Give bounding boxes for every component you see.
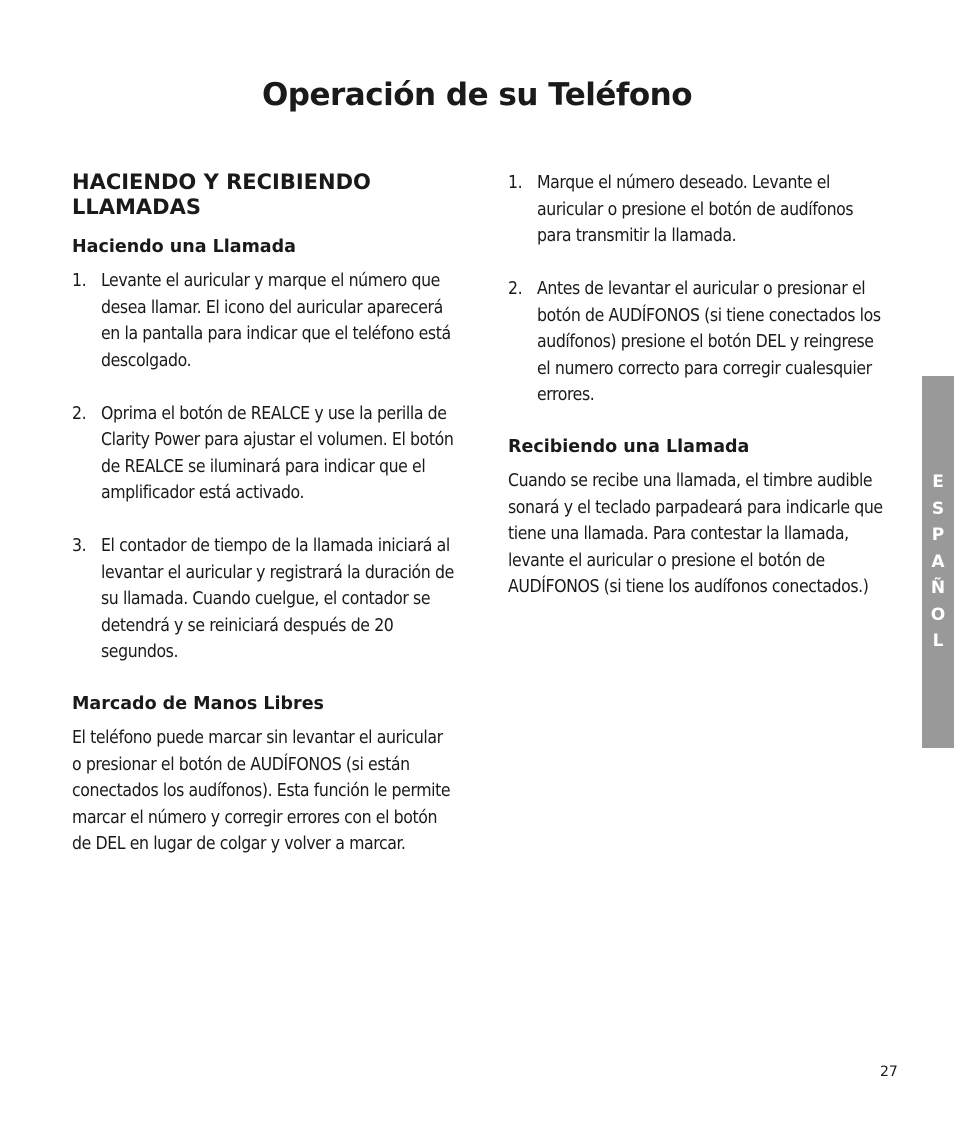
list-number: 2. <box>72 403 87 424</box>
list-text: Oprima el botón de REALCE y use la perilla de Clarity Power para ajustar el volumen. El botón de REALCE se iluminará para indicar que el amplificador está activado. <box>101 403 454 503</box>
receiving-call-paragraph: Cuando se recibe una llamada, el timbre audible sonará y el teclado parpadeará para indicarle que tiene una llamada. Para contestar la llamada, levante el auricular o presione el botón de AUDÍFONOS (si tiene los audífonos conectados.) <box>508 471 883 597</box>
list-text: Marque el número deseado. Levante el auricular o presione el botón de audífonos para transmitir la llamada. <box>537 173 854 246</box>
list-number: 2. <box>508 279 523 299</box>
handsfree-paragraph: El teléfono puede marcar sin levantar el auricular o presionar el botón de AUDÍFONOS (si están conectados los audífonos). Esta función le permite marcar el número y corregir errores con el botón de DEL en lugar de colgar y volver a marcar. <box>72 728 451 854</box>
making-call-steps <box>72 268 456 666</box>
language-side-tab <box>922 376 954 748</box>
right-column <box>508 170 888 627</box>
section-heading-line1: HACIENDO Y RECIBIENDO <box>72 170 371 194</box>
side-tab-letter: O <box>930 604 946 625</box>
receiving-call-heading: Recibiendo una Llamada <box>508 437 750 457</box>
page-title: Operación de su Teléfono <box>261 77 693 113</box>
making-call-heading: Haciendo una Llamada <box>72 237 296 257</box>
list-text: Levante el auricular y marque el número que desea llamar. El icono del auricular aparecerá en la pantalla para indicar que el teléfono está descolgado. <box>101 271 451 371</box>
list-number: 3. <box>72 536 87 556</box>
left-column <box>72 170 456 884</box>
page-number: 27 <box>880 1064 898 1080</box>
section-heading-line2: LLAMADAS <box>72 195 201 219</box>
handsfree-heading: Marcado de Manos Libres <box>72 694 324 714</box>
side-tab-letter: S <box>931 498 945 519</box>
side-tab-letter: P <box>931 525 945 546</box>
section-heading <box>72 170 456 220</box>
list-item <box>508 276 888 409</box>
list-item <box>72 268 456 374</box>
side-tab-letter: A <box>931 551 945 572</box>
list-item <box>508 170 888 250</box>
list-item <box>72 401 456 507</box>
list-text: El contador de tiempo de la llamada iniciará al levantar el auricular y registrará la duración de su llamada. Cuando cuelgue, el contador se detendrá y se reiniciará después de 20 segundos. <box>101 536 454 662</box>
side-tab-letter: L <box>932 631 944 652</box>
handsfree-steps <box>508 170 888 409</box>
list-number: 1. <box>508 173 523 193</box>
list-text: Antes de levantar el auricular o presionar el botón de AUDÍFONOS (si tiene conectados los audífonos) presione el botón DEL y reingrese el numero correcto para corregir cualesquier errores. <box>537 279 881 405</box>
side-tab-letter: E <box>932 472 944 493</box>
list-number: 1. <box>72 271 87 291</box>
list-item <box>72 533 456 666</box>
side-tab-letter: Ñ <box>930 578 946 599</box>
